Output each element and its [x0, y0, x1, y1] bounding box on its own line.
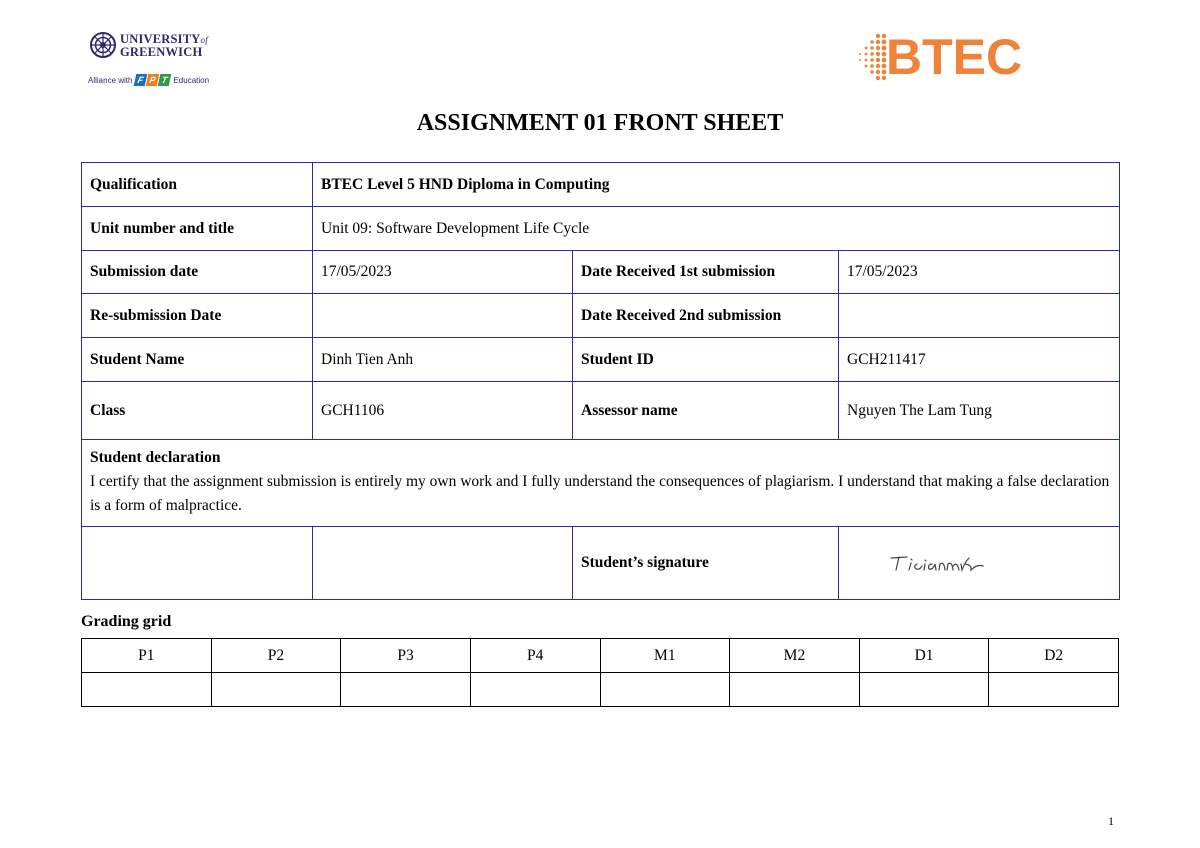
signature-row — [82, 527, 1120, 600]
alliance-line: Alliance with F P T Education — [88, 75, 210, 85]
resubmission-date-value — [313, 294, 573, 338]
signature-label: Student’s signature — [573, 527, 839, 600]
class-row — [82, 382, 1120, 440]
grade-header-p2: P2 — [211, 639, 341, 673]
date-received-2-label: Date Received 2nd submission — [573, 294, 839, 338]
declaration-cell — [82, 440, 1120, 527]
grading-value-row — [82, 673, 1119, 707]
page-title: ASSIGNMENT 01 FRONT SHEET — [416, 110, 784, 136]
class-label: Class — [82, 382, 313, 440]
signature-blank-2 — [313, 527, 573, 600]
grade-header-p1: P1 — [82, 639, 212, 673]
unit-row — [82, 207, 1120, 251]
grade-header-d2: D2 — [989, 639, 1119, 673]
student-name-label: Student Name — [82, 338, 313, 382]
date-received-1-value: 17/05/2023 — [839, 251, 1120, 294]
grade-header-m1: M1 — [600, 639, 730, 673]
grading-grid-table — [81, 638, 1119, 707]
declaration-title: Student declaration — [90, 449, 221, 466]
date-received-1-label: Date Received 1st submission — [573, 251, 839, 294]
qualification-label: Qualification — [82, 163, 313, 207]
grade-cell — [211, 673, 341, 707]
unit-value: Unit 09: Software Development Life Cycle — [313, 207, 1120, 251]
signature-cell — [839, 527, 1120, 600]
assessor-label: Assessor name — [573, 382, 839, 440]
grade-cell — [600, 673, 730, 707]
submission-date-label: Submission date — [82, 251, 313, 294]
university-crest-icon — [90, 32, 116, 58]
grade-header-m2: M2 — [730, 639, 860, 673]
submission-row — [82, 251, 1120, 294]
grading-grid-title: Grading grid — [81, 613, 172, 630]
student-id-value: GCH211417 — [839, 338, 1120, 382]
qualification-value: BTEC Level 5 HND Diploma in Computing — [313, 163, 1120, 207]
student-row — [82, 338, 1120, 382]
btec-wordmark: BTEC — [886, 29, 1023, 85]
university-name: UNIVERSITYof GREENWICH — [120, 32, 208, 59]
submission-date-value: 17/05/2023 — [313, 251, 573, 294]
fpt-logo: F P T — [135, 74, 170, 86]
grade-header-p3: P3 — [341, 639, 471, 673]
grade-cell — [341, 673, 471, 707]
declaration-text: I certify that the assignment submission is entirely my own work and I fully understand the consequences of plagiarism. I understand that making a false declaration is a form of malpractice. — [90, 473, 1110, 514]
student-id-label: Student ID — [573, 338, 839, 382]
front-sheet-table — [81, 162, 1120, 600]
class-value: GCH1106 — [313, 382, 573, 440]
date-received-2-value — [839, 294, 1120, 338]
signature-blank-1 — [82, 527, 313, 600]
grade-cell — [730, 673, 860, 707]
qualification-row — [82, 163, 1120, 207]
grade-header-d1: D1 — [859, 639, 989, 673]
student-name-value: Dinh Tien Anh — [313, 338, 573, 382]
grade-cell — [989, 673, 1119, 707]
resubmission-row — [82, 294, 1120, 338]
grade-cell — [470, 673, 600, 707]
resubmission-date-label: Re-submission Date — [82, 294, 313, 338]
btec-logo — [856, 28, 1036, 88]
university-of-greenwich-logo — [88, 30, 218, 90]
handwritten-signature — [887, 552, 997, 574]
unit-label: Unit number and title — [82, 207, 313, 251]
assessor-value: Nguyen The Lam Tung — [839, 382, 1120, 440]
grade-header-p4: P4 — [470, 639, 600, 673]
grade-cell — [82, 673, 212, 707]
page-number: 1 — [1108, 814, 1114, 828]
declaration-row — [82, 440, 1120, 527]
grade-cell — [859, 673, 989, 707]
grading-header-row — [82, 639, 1119, 673]
